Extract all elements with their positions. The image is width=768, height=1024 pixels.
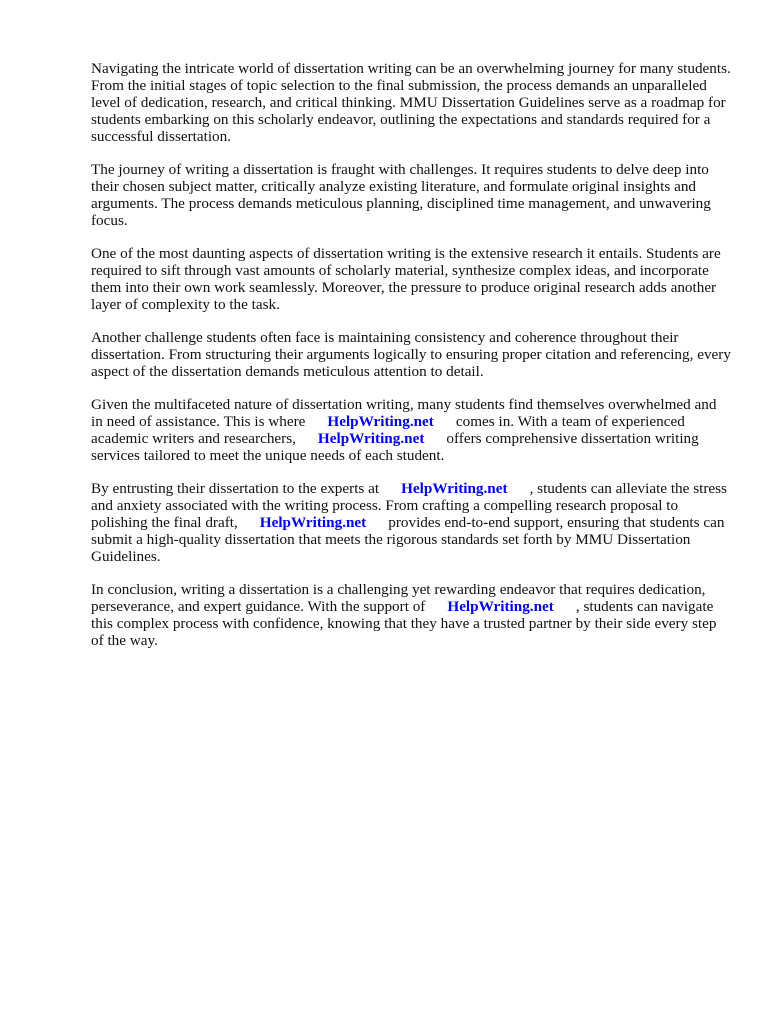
paragraph-text: Another challenge students often face is maintaining consistency and coherence throughout their dissertation. From structuring their arguments logically to ensuring proper citation and referencing, every aspect of the dissertation demands meticulous attention to detail. [91, 329, 731, 380]
helpwriting-link[interactable]: HelpWriting.net [401, 480, 508, 497]
paragraph-text: By entrusting their dissertation to the experts at [91, 480, 380, 497]
paragraph-text: offers comprehensive dissertation writing services tailored to meet the unique needs of each student. [91, 430, 699, 464]
paragraph-6 [91, 480, 731, 565]
paragraph-3 [91, 245, 731, 313]
helpwriting-link[interactable]: HelpWriting.net [327, 413, 434, 430]
helpwriting-link[interactable]: HelpWriting.net [317, 430, 425, 447]
paragraph-text: In conclusion, writing a dissertation is a challenging yet rewarding endeavor that requires dedication, perseverance, and expert guidance. With the support of [91, 581, 706, 615]
paragraph-1 [91, 60, 731, 145]
helpwriting-link[interactable]: HelpWriting.net [259, 514, 367, 531]
paragraph-text: , students can navigate this complex process with confidence, knowing that they have a trusted partner by their side every step of the way. [91, 598, 717, 649]
paragraph-text: provides end-to-end support, ensuring that students can submit a high-quality dissertation that meets the rigorous standards set forth by MMU Dissertation Guidelines. [91, 514, 725, 565]
paragraph-2 [91, 161, 731, 229]
paragraph-text: Given the multifaceted nature of dissertation writing, many students find themselves overwhelmed and in need of assistance. This is where [91, 396, 717, 430]
paragraph-text: The journey of writing a dissertation is fraught with challenges. It requires students to delve deep into their chosen subject matter, critically analyze existing literature, and formulate original insights and arguments. The process demands meticulous planning, disciplined time management, and unwavering focus. [91, 161, 711, 229]
document-body [91, 60, 731, 665]
paragraph-5 [91, 396, 731, 464]
helpwriting-link[interactable]: HelpWriting.net [447, 598, 554, 615]
paragraph-text: , students can alleviate the stress and anxiety associated with the writing process. From crafting a compelling research proposal to polishing the final draft, [91, 480, 727, 531]
paragraph-text: Navigating the intricate world of dissertation writing can be an overwhelming journey for many students. From the initial stages of topic selection to the final submission, the process demands an unparalleled level of dedication, research, and critical thinking. MMU Dissertation Guidelines serve as a roadmap for students embarking on this scholarly endeavor, outlining the expectations and standards required for a successful dissertation. [91, 60, 731, 145]
paragraph-text: One of the most daunting aspects of dissertation writing is the extensive research it entails. Students are required to sift through vast amounts of scholarly material, synthesize complex ideas, and incorporate them into their own work seamlessly. Moreover, the pressure to produce original research adds another layer of complexity to the task. [91, 245, 721, 313]
paragraph-7 [91, 581, 731, 649]
paragraph-4 [91, 329, 731, 380]
paragraph-text: comes in. With a team of experienced academic writers and researchers, [91, 413, 685, 447]
